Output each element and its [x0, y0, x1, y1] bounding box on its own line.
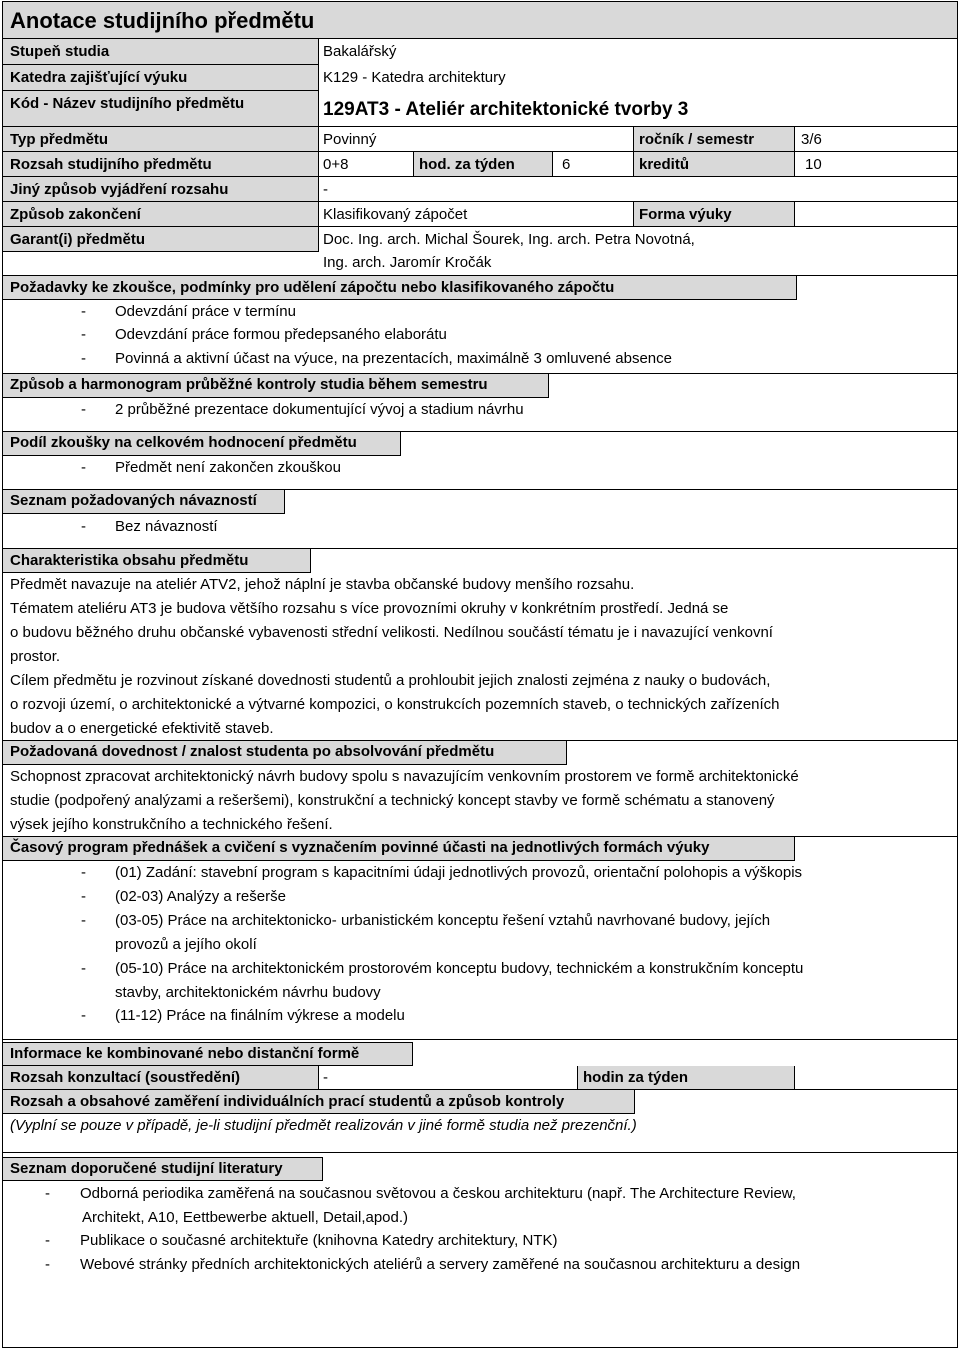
individualni-heading: Rozsah a obsahové zaměření individuálních prací studentů a způsob kontroly [10, 1093, 565, 1110]
literatura-item: Odborná periodika zaměřená na současnou světovou a českou architekturu (např. The Architecture Review, [80, 1185, 796, 1202]
rocnik-value: 3/6 [801, 131, 822, 148]
charakteristika-line: budov a o energetické efektivitě staveb. [10, 720, 274, 737]
typ-label: Typ předmětu [10, 131, 109, 148]
kredit-value: 10 [805, 156, 822, 173]
kombinovane-heading: Informace ke kombinované nebo distanční formě [10, 1045, 360, 1062]
dovednost-line: Schopnost zpracovat architektonický návrh budovy spolu s navazujícím venkovním prostorem ve formě architektonické [10, 768, 799, 785]
zakonceni-label: Způsob zakončení [10, 206, 141, 223]
navaznosti-item: Bez návazností [115, 518, 218, 535]
navaznosti-heading: Seznam požadovaných návazností [10, 492, 257, 509]
stupen-value: Bakalářský [323, 43, 397, 60]
rozsah-value: 0+8 [323, 156, 349, 173]
literatura-item: Publikace o současné architektuře (knihovna Katedry architektury, NTK) [80, 1232, 558, 1249]
podil-item: Předmět není zakončen zkouškou [115, 459, 341, 476]
charakteristika-heading: Charakteristika obsahu předmětu [10, 552, 249, 569]
list-dash: - [81, 326, 86, 343]
pozadavky-heading: Požadavky ke zkoušce, podmínky pro udělení zápočtu nebo klasifikovaného zápočtu [10, 279, 615, 296]
list-dash: - [45, 1232, 50, 1249]
list-dash: - [81, 518, 86, 535]
rocnik-label: ročník / semestr [639, 131, 755, 148]
hod-label: hod. za týden [419, 156, 515, 173]
program-item: (01) Zadání: stavební program s kapacitními údaji jednotlivých provozů, orientační polohopis a výškopis [115, 864, 803, 881]
program-heading: Časový program přednášek a cvičení s vyznačením povinné účasti na jednotlivých formách výuky [10, 839, 710, 856]
literatura-heading: Seznam doporučené studijní literatury [10, 1160, 283, 1177]
list-dash: - [81, 960, 86, 977]
list-dash: - [81, 912, 86, 929]
list-dash: - [81, 303, 86, 320]
list-dash: - [45, 1256, 50, 1273]
rozsah-row-bottom [319, 176, 957, 177]
charakteristika-line: Tématem ateliéru AT3 je budova většího rozsahu s více provozními okruhy v konkrétním prostředí. Jedná se [10, 600, 729, 617]
list-dash: - [81, 888, 86, 905]
literatura-item: Webové stránky předních architektonických ateliérů a servery zaměřené na současnou architekturu a design [80, 1256, 801, 1273]
stupen-label: Stupeň studia [10, 43, 110, 60]
page-title: Anotace studijního předmětu [10, 8, 315, 33]
charakteristika-line: o budovu běžného druhu občanské vybavenosti střední velikosti. Nedílnou součástí tématu je i navazující venkovní [10, 624, 773, 641]
literatura-item-cont: Architekt, A10, Eettbewerbe aktuell, Detail,apod.) [82, 1209, 409, 1226]
rozsah-label: Rozsah studijního předmětu [10, 156, 212, 173]
konzultace-label: Rozsah konzultací (soustředění) [10, 1069, 241, 1086]
hod-value: 6 [562, 156, 571, 173]
zakonceni-row-bottom [319, 226, 957, 227]
zakonceni-value: Klasifikovaný zápočet [323, 206, 468, 223]
kod-value: 129AT3 - Ateliér architektonické tvorby 3 [323, 99, 689, 120]
garant-line-2: Ing. arch. Jaromír Kročák [323, 254, 492, 271]
charakteristika-line: prostor. [10, 648, 61, 665]
jiny-value: - [323, 181, 328, 198]
forma-label: Forma výuky [639, 206, 732, 223]
program-item-cont: provozů a jejího okolí [115, 936, 257, 953]
program-item-cont: stavby, architektonickém návrhu budovy [115, 984, 381, 1001]
charakteristika-line: Předmět navazuje na ateliér ATV2, jehož náplní je stavba občanské budovy menšího rozsahu. [10, 576, 635, 593]
individualni-note: (Vyplní se pouze v případě, je-li studijní předmět realizován v jiné formě studia než prezenční.) [10, 1117, 637, 1134]
dovednost-heading: Požadovaná dovednost / znalost studenta po absolvování předmětu [10, 743, 495, 760]
list-dash: - [81, 1007, 86, 1024]
program-item: (02-03) Analýzy a rešerše [115, 888, 286, 905]
charakteristika-line: Cílem předmětu je rozvinout získané dovednosti studentů a prohloubit jejich znalosti zejména z nauky o budovách, [10, 672, 771, 689]
charakteristika-line: o rozvoji území, o architektonické a výtvarné kompozici, o konstrukcích pozemních staveb, o technických zařízeních [10, 696, 780, 713]
program-item: (11-12) Práce na finálním výkrese a modelu [115, 1007, 405, 1024]
program-item: (05-10) Práce na architektonickém prostorovém konceptu budovy, technickém a konstrukčním konceptu [115, 960, 804, 977]
katedra-value: K129 - Katedra architektury [323, 69, 506, 86]
list-dash: - [81, 864, 86, 881]
pozadavky-item: Odevzdání práce formou předepsaného elaborátu [115, 326, 447, 343]
dovednost-line: výsek jejího konstrukčního a technického řešení. [10, 816, 333, 833]
podil-heading: Podíl zkoušky na celkovém hodnocení předmětu [10, 434, 357, 451]
kombinovane-bottom [3, 1152, 957, 1153]
hodin-label: hodin za týden [583, 1069, 688, 1086]
garant-line-1: Doc. Ing. arch. Michal Šourek, Ing. arch. Petra Novotná, [323, 231, 695, 248]
kredit-label: kreditů [639, 156, 690, 173]
program-item: (03-05) Práce na architektonicko- urbanistickém konceptu řešení vztahů navrhované budovy, jejích [115, 912, 771, 929]
harmonogram-heading: Způsob a harmonogram průběžné kontroly studia během semestru [10, 376, 488, 393]
annotation-document [2, 1, 958, 1348]
konzultace-value: - [323, 1069, 328, 1086]
typ-value: Povinný [323, 131, 377, 148]
jiny-label: Jiný způsob vyjádření rozsahu [10, 181, 229, 198]
program-bottom [3, 1039, 957, 1040]
pozadavky-item: Odevzdání práce v termínu [115, 303, 296, 320]
pozadavky-item: Povinná a aktivní účast na výuce, na prezentacích, maximálně 3 omluvené absence [115, 350, 672, 367]
dovednost-line: studie (podpořený analýzami a rešeršemi), konstrukční a technický koncept stavby ve formě schématu a stanovený [10, 792, 775, 809]
list-dash: - [81, 350, 86, 367]
harmonogram-item: 2 průběžné prezentace dokumentující vývoj a stadium návrhu [115, 401, 524, 418]
list-dash: - [45, 1185, 50, 1202]
list-dash: - [81, 459, 86, 476]
katedra-label: Katedra zajišťující výuku [10, 69, 188, 86]
list-dash: - [81, 401, 86, 418]
garant-label: Garant(i) předmětu [10, 231, 146, 248]
kod-label: Kód - Název studijního předmětu [10, 95, 245, 112]
